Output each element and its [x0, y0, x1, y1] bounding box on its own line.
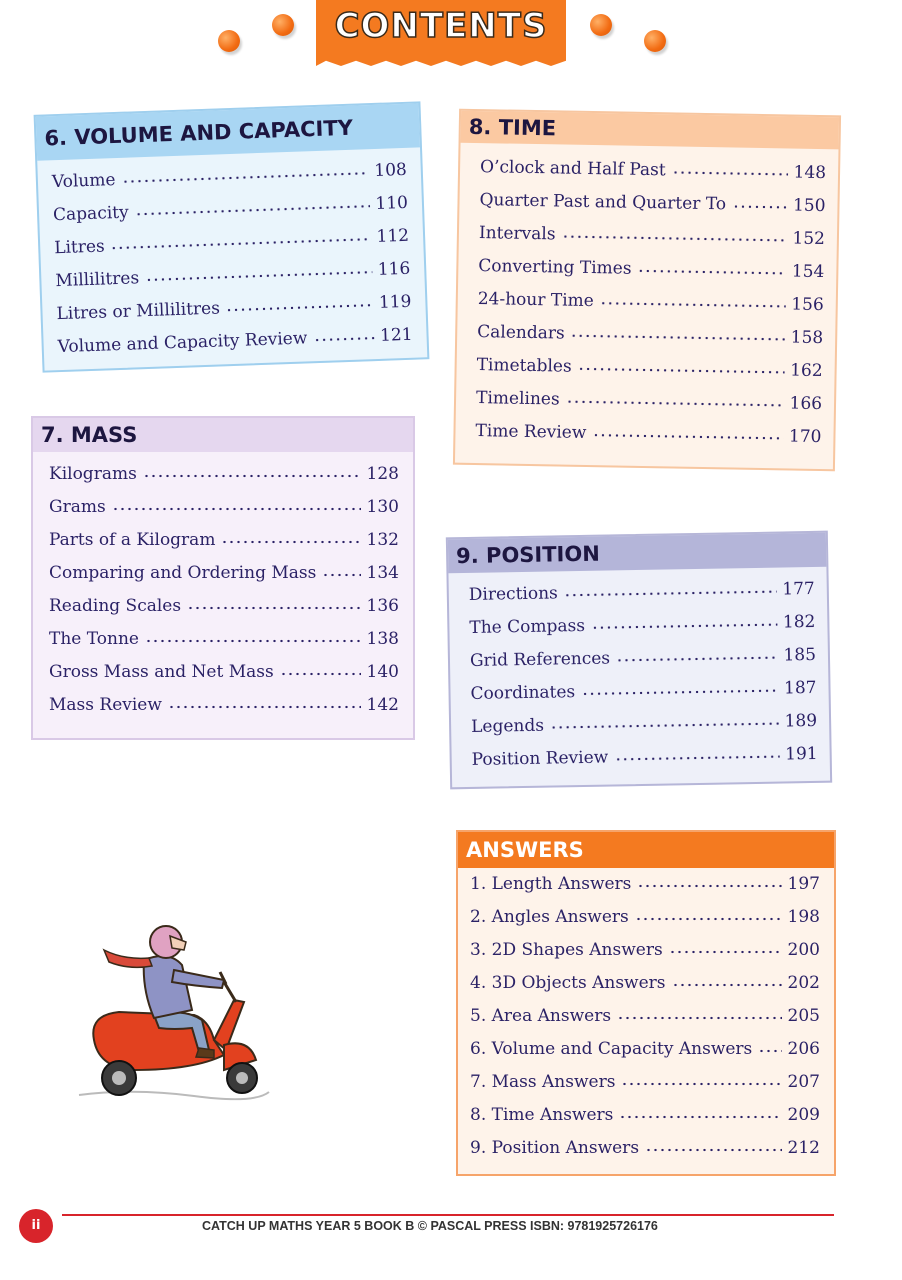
toc-entry-page: 209 [787, 1105, 820, 1125]
toc-entry-title: 8. Time Answers [470, 1105, 614, 1125]
page-number-badge: ii [19, 1209, 53, 1243]
toc-entry[interactable] [470, 1070, 820, 1103]
dot-leader [322, 561, 360, 578]
toc-entry[interactable] [49, 660, 399, 693]
dot-leader [187, 594, 360, 611]
toc-entry[interactable] [470, 971, 820, 1004]
dot-leader [221, 528, 360, 545]
toc-entry-title: 3. 2D Shapes Answers [470, 940, 663, 960]
toc-entry-page: 182 [782, 611, 816, 633]
toc-entry[interactable] [49, 627, 399, 660]
toc-entry-title: 7. Mass Answers [470, 1072, 616, 1092]
toc-entry[interactable] [470, 1103, 820, 1136]
dot-leader [550, 710, 779, 731]
toc-entry-title: Coordinates [470, 682, 576, 704]
toc-entry-title: Legends [470, 715, 545, 737]
dot-leader [619, 1103, 781, 1120]
toc-list [449, 577, 830, 782]
dot-leader [561, 223, 786, 244]
toc-entry-page: 185 [783, 644, 817, 666]
dot-leader [645, 1136, 782, 1153]
dot-leader [581, 677, 778, 697]
toc-entry-page: 154 [791, 261, 825, 283]
toc-entry-title: Mass Review [49, 695, 162, 715]
toc-entry-title: Time Review [475, 421, 587, 443]
dot-leader [600, 289, 786, 309]
dot-leader [578, 355, 785, 376]
toc-entry[interactable] [49, 561, 399, 594]
toc-entry-page: 177 [782, 578, 815, 600]
toc-entry-page: 121 [379, 324, 413, 346]
decorative-dot [590, 14, 612, 36]
toc-entry-title: O’clock and Half Past [479, 157, 666, 181]
decorative-dot [272, 14, 294, 36]
toc-entry-title: 2. Angles Answers [470, 907, 629, 927]
toc-entry-page: 189 [784, 710, 818, 732]
toc-entry[interactable] [470, 1136, 820, 1169]
page-title: CONTENTS [334, 6, 548, 46]
toc-list [38, 157, 428, 368]
toc-entry-page: 119 [378, 291, 412, 313]
toc-entry-title: 9. Position Answers [470, 1138, 640, 1158]
dot-leader [592, 421, 783, 441]
toc-entry-page: 140 [366, 662, 399, 682]
section-mass [31, 416, 415, 740]
toc-entry-page: 187 [783, 677, 817, 699]
toc-entry-page: 108 [373, 159, 408, 181]
toc-entry-title: 6. Volume and Capacity Answers [470, 1039, 753, 1059]
section-heading: 9. POSITION [448, 533, 827, 574]
toc-entry-title: Timelines [475, 388, 560, 410]
toc-entry-title: The Compass [469, 615, 586, 638]
dot-leader [112, 495, 361, 512]
section-position [446, 531, 832, 790]
dot-leader [591, 611, 777, 631]
dot-leader [614, 743, 779, 763]
toc-entry-title: Volume [51, 170, 116, 193]
toc-entry-title: Directions [468, 583, 558, 605]
toc-entry-title: Capacity [52, 202, 129, 226]
toc-entry-title: 5. Area Answers [470, 1006, 612, 1026]
toc-entry-page: 162 [789, 360, 823, 382]
toc-entry-page: 116 [377, 258, 411, 280]
toc-list [455, 155, 838, 459]
footer-credit: CATCH UP MATHS YEAR 5 BOOK B © PASCAL PRESS ISBN: 9781925726176 [202, 1219, 658, 1233]
toc-entry-page: 142 [366, 695, 399, 715]
toc-entry[interactable] [49, 495, 399, 528]
toc-entry-page: 200 [787, 940, 820, 960]
toc-entry-page: 134 [366, 563, 399, 583]
dot-leader [571, 322, 785, 343]
toc-entry[interactable] [470, 938, 820, 971]
toc-entry[interactable] [49, 528, 399, 561]
toc-entry-page: 130 [366, 497, 399, 517]
dot-leader [313, 324, 374, 343]
dot-leader [758, 1037, 781, 1054]
toc-entry-title: Timetables [476, 355, 572, 377]
toc-entry[interactable] [470, 872, 820, 905]
toc-entry-page: 156 [791, 294, 824, 316]
toc-entry-page: 198 [787, 907, 820, 927]
toc-entry-title: Litres or Millilitres [56, 298, 221, 325]
dot-leader [566, 388, 784, 409]
toc-entry-page: 202 [787, 973, 820, 993]
toc-entry-title: 1. Length Answers [470, 874, 632, 894]
toc-entry-page: 132 [366, 530, 399, 550]
toc-entry-page: 152 [792, 228, 826, 250]
toc-entry-title: 24-hour Time [477, 289, 594, 312]
dot-leader [635, 905, 782, 922]
toc-entry-title: Litres [53, 236, 106, 259]
toc-entry[interactable] [470, 1037, 820, 1070]
toc-entry[interactable] [49, 693, 399, 726]
dot-leader [637, 872, 781, 889]
dot-leader [121, 159, 368, 185]
section-heading: ANSWERS [458, 832, 834, 868]
scooter-rider-illustration [74, 920, 274, 1105]
toc-entry[interactable] [49, 594, 399, 627]
dot-leader [669, 938, 782, 955]
dot-leader [280, 660, 361, 677]
toc-entry-page: 166 [789, 393, 823, 415]
toc-entry-page: 197 [787, 874, 820, 894]
dot-leader [616, 644, 778, 664]
toc-entry[interactable] [470, 905, 820, 938]
toc-entry[interactable] [475, 419, 822, 458]
toc-entry-page: 148 [793, 162, 827, 184]
section-answers [456, 830, 836, 1176]
toc-entry-title: Intervals [478, 223, 556, 245]
toc-entry-title: Gross Mass and Net Mass [49, 662, 274, 682]
dot-leader [672, 971, 782, 988]
toc-entry-title: Comparing and Ordering Mass [49, 563, 317, 583]
toc-entry-title: Millilitres [55, 268, 140, 292]
toc-entry-title: Grid References [469, 648, 611, 671]
toc-entry-page: 191 [785, 743, 818, 765]
dot-leader [564, 578, 777, 599]
toc-entry-title: Converting Times [478, 256, 632, 279]
toc-entry-page: 112 [376, 225, 410, 247]
toc-entry-title: Reading Scales [49, 596, 182, 616]
toc-entry-title: Parts of a Kilogram [49, 530, 216, 550]
toc-entry-title: Calendars [477, 322, 565, 344]
footer-rule [62, 1214, 834, 1216]
toc-entry[interactable] [472, 742, 819, 781]
toc-entry-title: Volume and Capacity Review [57, 328, 308, 358]
dot-leader [621, 1070, 781, 1087]
toc-entry-page: 150 [792, 195, 826, 217]
toc-entry-title: Position Review [471, 747, 609, 770]
dot-leader [732, 192, 787, 210]
toc-entry-page: 128 [366, 464, 399, 484]
toc-entry-title: 4. 3D Objects Answers [470, 973, 666, 993]
decorative-dot [218, 30, 240, 52]
toc-entry-title: Kilograms [49, 464, 137, 484]
toc-entry[interactable] [49, 462, 399, 495]
section-heading: 6. VOLUME AND CAPACITY [36, 103, 420, 160]
dot-leader [672, 158, 788, 177]
dot-leader [637, 257, 786, 277]
section-heading: 7. MASS [33, 418, 413, 452]
toc-entry-page: 206 [787, 1039, 820, 1059]
toc-entry-page: 170 [788, 426, 822, 448]
decorative-dot [644, 30, 666, 52]
section-time [453, 109, 841, 472]
toc-entry-page: 205 [787, 1006, 820, 1026]
toc-entry-title: Grams [49, 497, 106, 517]
dot-leader [617, 1004, 782, 1021]
toc-list [458, 872, 834, 1169]
section-heading: 8. TIME [461, 111, 840, 150]
toc-entry-title: The Tonne [49, 629, 139, 649]
toc-entry-page: 207 [787, 1072, 820, 1092]
dot-leader [145, 627, 361, 644]
toc-entry-page: 138 [366, 629, 399, 649]
dot-leader [143, 462, 361, 479]
toc-entry-title: Quarter Past and Quarter To [479, 190, 727, 215]
toc-entry-page: 212 [787, 1138, 820, 1158]
toc-entry-page: 136 [366, 596, 399, 616]
toc-entry-page: 158 [790, 327, 824, 349]
section-volume-and-capacity [34, 101, 430, 372]
toc-entry-page: 110 [375, 192, 409, 214]
dot-leader [168, 693, 361, 710]
toc-entry[interactable] [470, 1004, 820, 1037]
toc-list [33, 462, 413, 726]
